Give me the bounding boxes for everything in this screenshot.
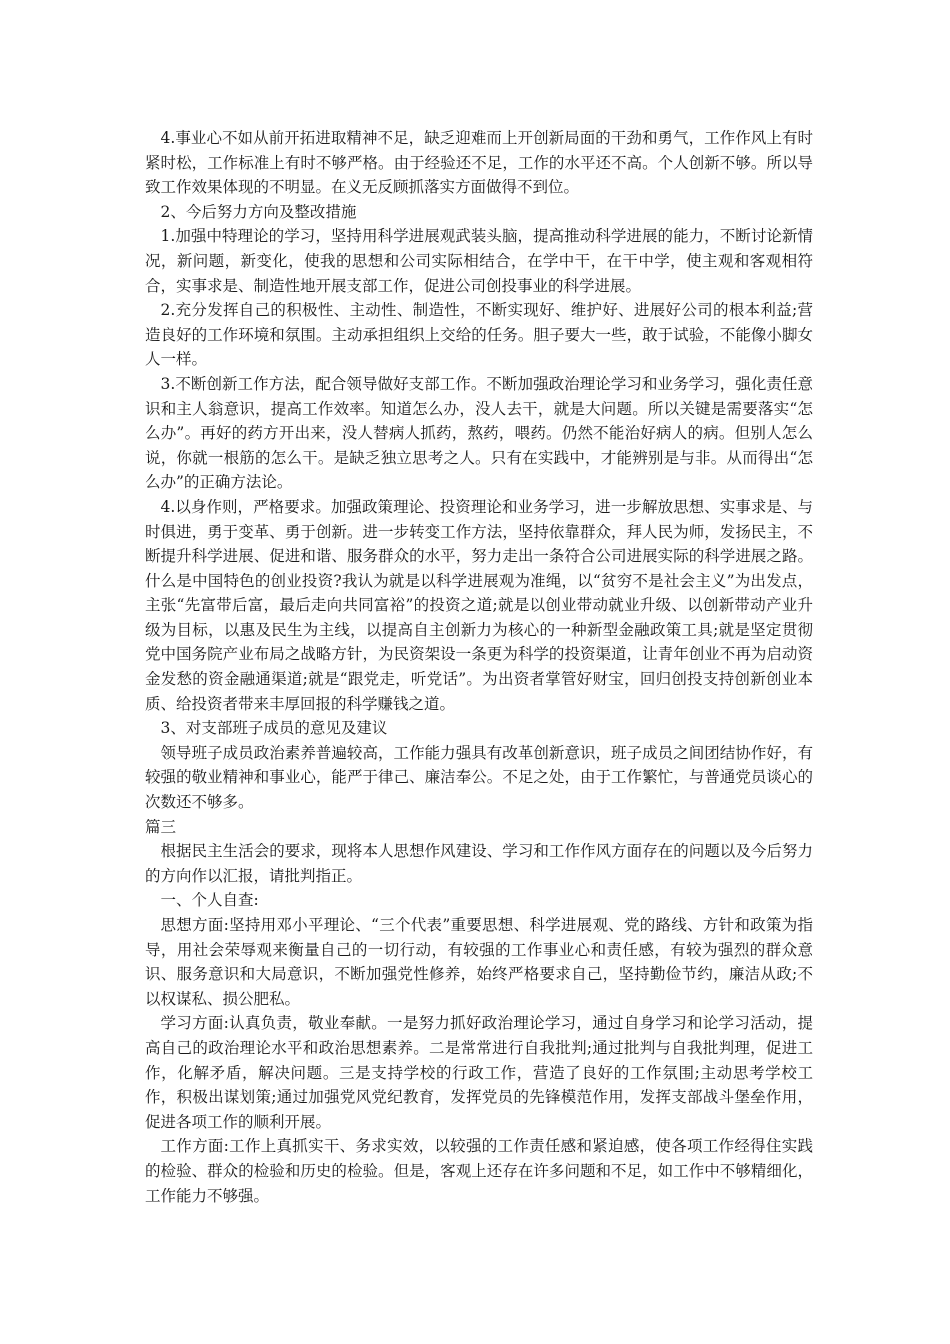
heading-self-check: 一、个人自查: xyxy=(160,891,259,910)
paragraph-career-spirit: 4.事业心不如从前开拓进取精神不足，缺乏迎难而上开创新局面的干劲和勇气，工作作风上有时紧时松，工作标准上有时不够严格。由于经验还不足，工作的水平还不高。个人创新不够。所以导致工作效果体现的不明显。在义无反顾抓落实方面做得不到位。 xyxy=(145,129,813,197)
paragraph-theory-study: 1.加强中特理论的学习，坚持用科学进展观武装头脑，提高推动科学进展的能力，不断讨论新情况，新问题，新变化，使我的思想和公司实际相结合，在学中干，在干中学，使主观和客观相符合，实事求是、制造性地开展支部工作，促进公司创投事业的科学进展。 xyxy=(145,227,813,295)
document-body xyxy=(145,126,813,1208)
paragraph-leadership-evaluation: 领导班子成员政治素养普遍较高，工作能力强具有改革创新意识，班子成员之间团结协作好，有较强的敬业精神和事业心，能严于律己、廉洁奉公。不足之处，由于工作繁忙，与普通党员谈心的次数还不够多。 xyxy=(145,743,813,812)
paragraph-initiative: 2.充分发挥自己的积极性、主动性、制造性，不断实现好、维护好、进展好公司的根本利益;营造良好的工作环境和氛围。主动承担组织上交给的任务。胆子要大一些，敢于试验，不能像小脚女人一样。 xyxy=(145,301,813,369)
paragraph-work: 工作方面:工作上真抓实干、务求实效，以较强的工作责任感和紧迫感，使各项工作经得住实践的检验、群众的检验和历史的检验。但是，客观上还存在许多问题和不足，如工作中不够精细化，工作能力不够强。 xyxy=(145,1137,813,1205)
paragraph-intro-report: 根据民主生活会的要求，现将本人思想作风建设、学习和工作作风方面存在的问题以及今后努力的方向作以汇报，请批判指正。 xyxy=(145,842,813,885)
paragraph-study: 学习方面:认真负责，敬业奉献。一是努力抓好政治理论学习，通过自身学习和论学习活动，提高自己的政治理论水平和政治思想素养。二是常常进行自我批判;通过批判与自我批判理，促进工作，化解矛盾，解决问题。三是支持学校的行政工作，营造了良好的工作氛围;主动思考学校工作，积极出谋划策;通过加强党风党纪教育，发挥党员的先锋模范作用，发挥支部战斗堡垒作用，促进各项工作的顺利开展。 xyxy=(145,1014,813,1131)
section-title-part-three: 篇三 xyxy=(145,817,177,836)
heading-branch-suggestions: 3、对支部班子成员的意见及建议 xyxy=(160,719,388,738)
paragraph-work-methods: 3.不断创新工作方法，配合领导做好支部工作。不断加强政治理论学习和业务学习，强化责任意识和主人翁意识，提高工作效率。知道怎么办，没人去干，就是大问题。所以关键是需要落实“怎么办”。再好的药方开出来，没人替病人抓药，熬药，喂药。仍然不能治好病人的病。但别人怎么说，你就一根筋的怎么干。是缺乏独立思考之人。只有在实践中，才能辨别是与非。从而得出“怎么办”的正确方法论。 xyxy=(145,374,813,492)
paragraph-lead-by-example: 4.以身作则，严格要求。加强政策理论、投资理论和业务学习，进一步解放思想、实事求是、与时俱进，勇于变革、勇于创新。进一步转变工作方法，坚持依靠群众，拜人民为师，发扬民主，不断提升科学进展、促进和谐、服务群众的水平，努力走出一条符合公司进展实际的科学进展之路。什么是中国特色的创业投资?我认为就是以科学进展观为准绳，以“贫穷不是社会主义”为出发点，主张“先富带后富，最后走向共同富裕”的投资之道;就是以创业带动就业升级、以创新带动产业升级为目标，以惠及民生为主线，以提高自主创新力为核心的一种新型金融政策工具;就是坚定贯彻党中国务院产业布局之战略方针，为民资架设一条更为科学的投资渠道，让青年创业不再为启动资金发愁的资金融通渠道;就是“跟党走，听党话”。为出资者掌管好财宝，回归创投支持创新创业本质、给投资者带来丰厚回报的科学赚钱之道。 xyxy=(145,497,813,713)
paragraph-ideology: 思想方面:坚持用邓小平理论、“三个代表”重要思想、科学进展观、党的路线、方针和政策为指导，用社会荣辱观来衡量自己的一切行动，有较强的工作事业心和责任感，有较为强烈的群众意识、服务意识和大局意识，不断加强党性修养，始终严格要求自己，坚持勤俭节约，廉洁从政;不以权谋私、损公肥私。 xyxy=(145,916,813,1008)
heading-improvement-measures: 2、今后努力方向及整改措施 xyxy=(160,202,357,221)
